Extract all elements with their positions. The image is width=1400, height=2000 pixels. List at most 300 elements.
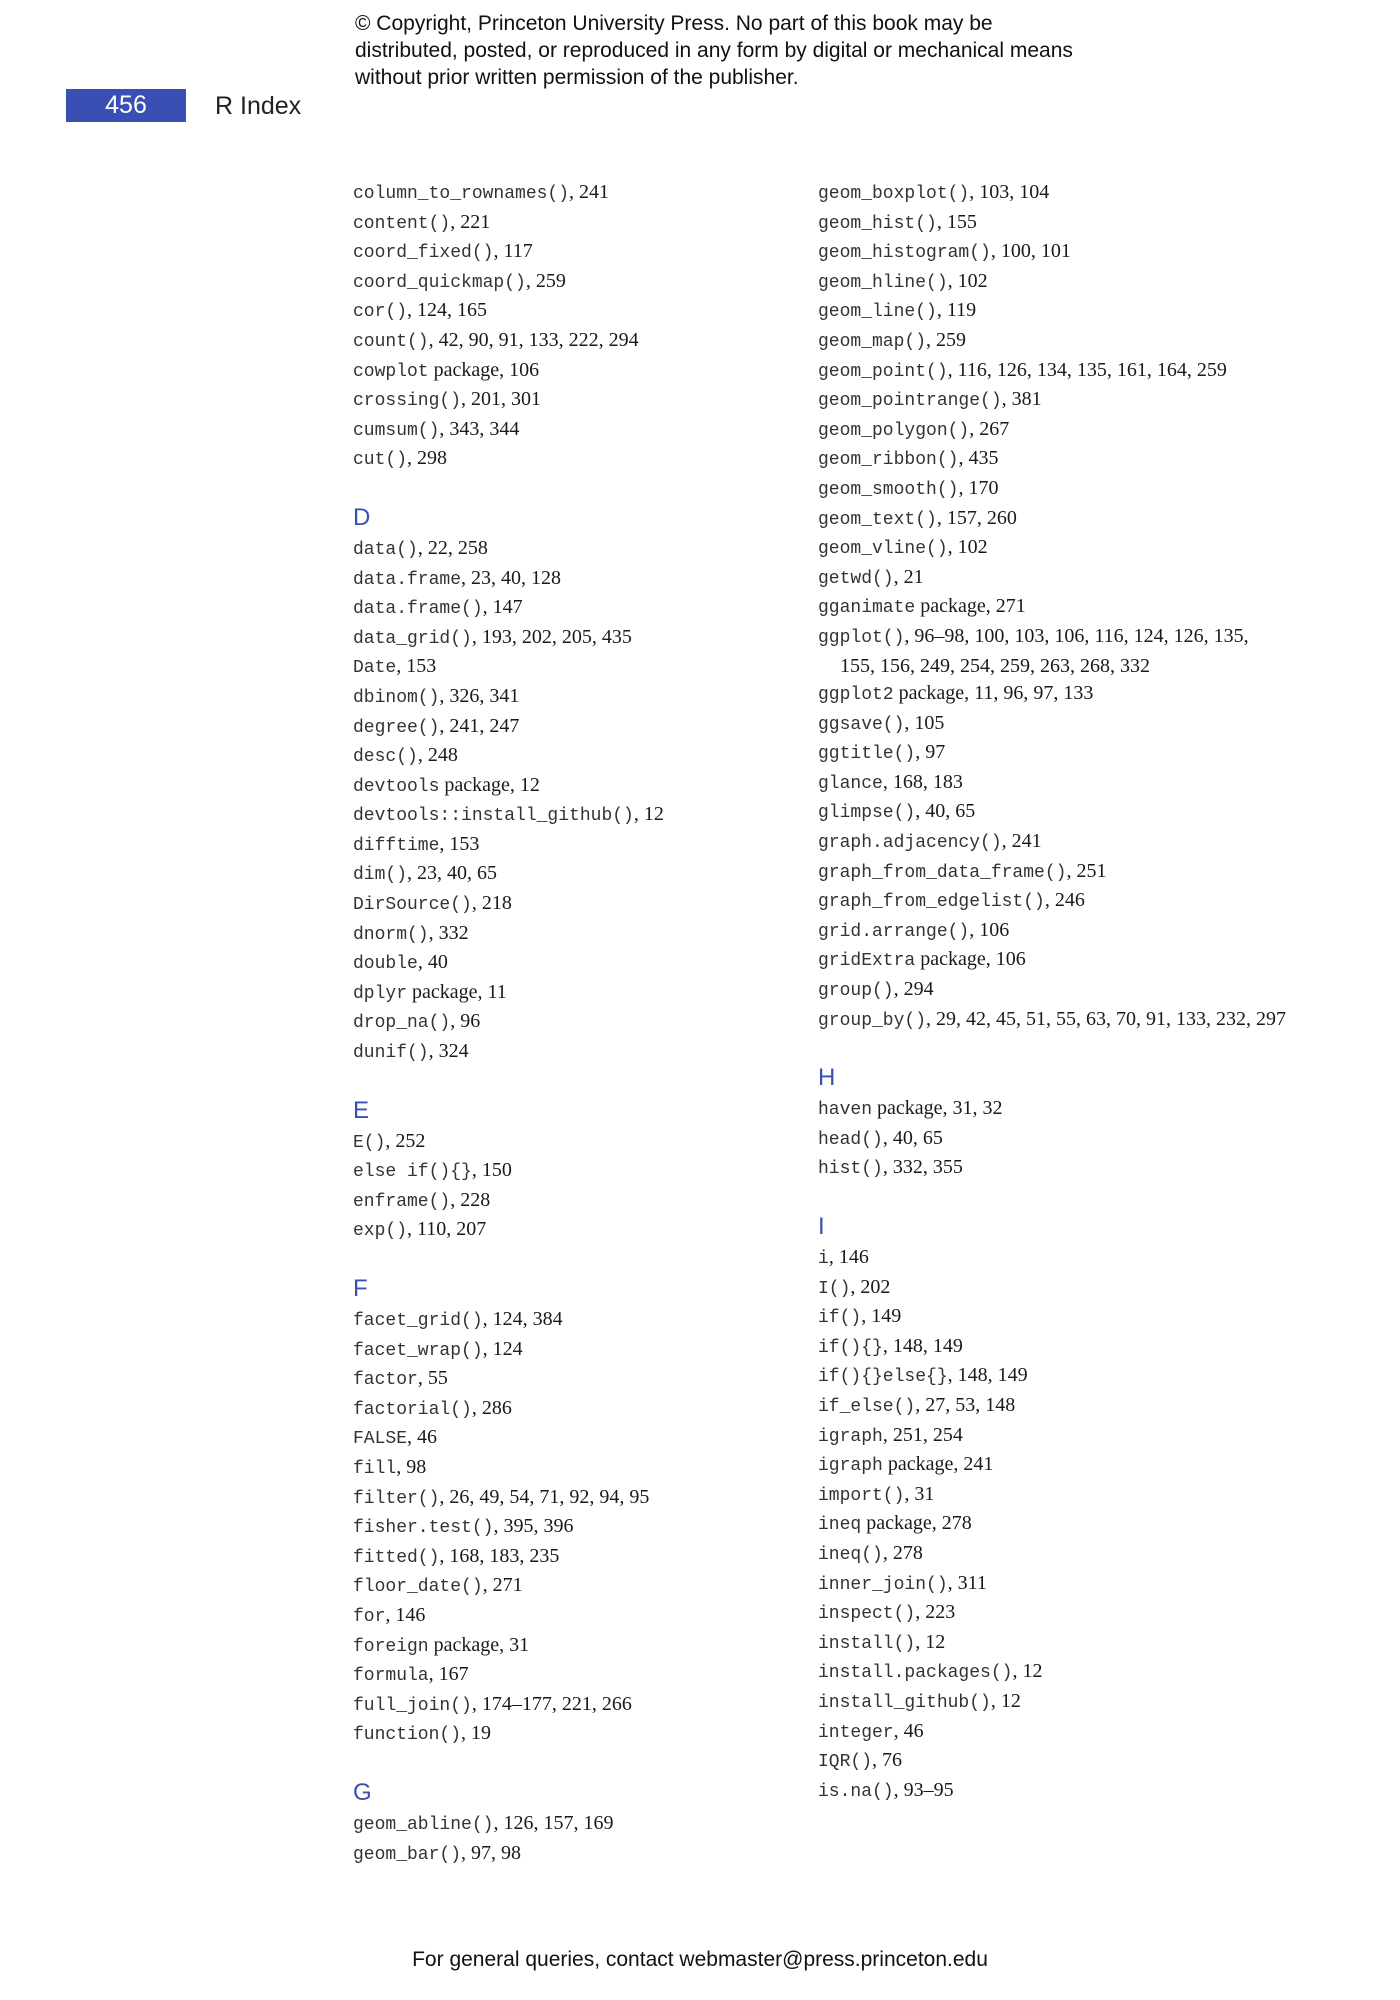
index-page-refs: , 271: [482, 1574, 523, 1597]
index-entry: [353, 1484, 813, 1514]
index-term: haven: [818, 1100, 873, 1121]
index-entry: [353, 327, 813, 357]
index-page-refs: , 435: [958, 447, 999, 470]
index-term: geom_smooth(): [818, 479, 959, 500]
index-section: [353, 503, 813, 1068]
index-entry: [818, 1718, 1288, 1748]
index-page-refs: , 150: [471, 1159, 512, 1182]
index-term: FALSE: [353, 1429, 408, 1450]
index-section: [353, 1096, 813, 1246]
index-page-refs: , 241: [1001, 830, 1042, 853]
index-entry: [818, 739, 1288, 769]
index-entry: [818, 1006, 1288, 1036]
index-page-refs: , 248: [417, 744, 458, 767]
index-entry: [353, 535, 813, 565]
index-page-refs: , 157, 260: [936, 506, 1017, 529]
index-term: floor_date(): [353, 1577, 483, 1598]
index-entry: [353, 1840, 813, 1870]
index-entry: [818, 887, 1288, 917]
index-term: geom_hist(): [818, 213, 937, 234]
index-page-refs: , 153: [396, 655, 437, 678]
index-entry: [353, 624, 813, 654]
index-page-refs: , 22, 258: [417, 536, 488, 559]
index-entry: [353, 357, 813, 387]
index-page-refs: , 278: [882, 1541, 923, 1564]
footer-contact: For general queries, contact webmaster@press.princeton.edu: [412, 1948, 988, 1971]
index-page-refs: , 294: [893, 978, 934, 1001]
index-page-refs: , 202: [850, 1275, 891, 1298]
index-page-refs: , 381: [1001, 388, 1042, 411]
index-term: i: [818, 1249, 829, 1269]
index-term: fitted(): [353, 1547, 440, 1568]
index-term: dim(): [353, 865, 408, 886]
index-entry: [353, 594, 813, 624]
index-term: coord_fixed(): [353, 243, 494, 264]
index-term: cor(): [353, 302, 408, 323]
index-section: [353, 1274, 813, 1750]
running-head: R Index: [215, 92, 302, 120]
index-entry: [353, 1365, 813, 1395]
index-page-refs: , 124: [482, 1337, 523, 1360]
index-entry: [818, 1599, 1288, 1629]
index-term: if(){}: [818, 1337, 883, 1358]
index-entry: [818, 1392, 1288, 1422]
index-page-refs: , 26, 49, 54, 71, 92, 94, 95: [439, 1485, 650, 1508]
index-term: integer: [818, 1722, 894, 1743]
index-page-refs: , 21: [893, 565, 924, 588]
index-term: ggtitle(): [818, 744, 916, 765]
index-page-refs: , 252: [385, 1129, 426, 1152]
index-entry: [818, 475, 1288, 505]
index-page-refs: , 168, 183, 235: [439, 1544, 560, 1567]
index-term: IQR(): [818, 1752, 873, 1773]
index-section: [818, 1063, 1288, 1184]
index-entry: [353, 1691, 813, 1721]
index-term: graph_from_data_frame(): [818, 862, 1067, 883]
index-entry: [818, 710, 1288, 740]
index-page-refs: , 110, 207: [407, 1218, 487, 1241]
index-term: hist(): [818, 1159, 883, 1180]
index-entry: [353, 1513, 813, 1543]
index-term: if(){}else{}: [818, 1367, 948, 1388]
index-page-refs: , 153: [439, 832, 480, 855]
index-term: graph_from_edgelist(): [818, 892, 1045, 913]
index-entry: [818, 357, 1288, 387]
index-term: cumsum(): [353, 420, 440, 441]
index-entry: [818, 1333, 1288, 1363]
index-entry: [818, 386, 1288, 416]
index-page-refs: , 147: [482, 596, 523, 619]
index-section: [818, 179, 1288, 1035]
index-entry: [818, 1658, 1288, 1688]
index-term: data.frame: [353, 569, 462, 590]
index-page-refs: , 124, 384: [482, 1308, 563, 1330]
index-page-refs: , 23, 40, 128: [461, 566, 562, 589]
index-page-refs: , 259: [525, 269, 566, 292]
index-entry: [818, 1154, 1288, 1184]
index-term: install(): [818, 1633, 916, 1654]
index-term: for: [353, 1606, 386, 1627]
index-page-refs: , 23, 40, 65: [407, 862, 498, 885]
index-entry: [353, 1602, 813, 1632]
index-section: [353, 1778, 813, 1869]
index-page-refs: , 40, 65: [915, 800, 976, 823]
index-page-refs: , 19: [461, 1722, 492, 1745]
index-entry: [818, 297, 1288, 327]
index-term: glance: [818, 773, 883, 794]
index-entry: [353, 772, 813, 802]
index-term: ggsave(): [818, 714, 905, 735]
index-term: factorial(): [353, 1399, 472, 1420]
index-term: facet_grid(): [353, 1311, 483, 1331]
index-term: geom_bar(): [353, 1844, 462, 1865]
index-term: igraph: [818, 1456, 883, 1477]
index-page-refs: , 167: [428, 1663, 469, 1686]
index-entry: [818, 593, 1288, 623]
index-term: if_else(): [818, 1396, 916, 1417]
index-entry: [818, 534, 1288, 564]
index-page-refs: , 97: [915, 741, 946, 764]
index-entry: [353, 1454, 813, 1484]
index-page-refs: package, 278: [861, 1512, 972, 1535]
index-page-refs: , 126, 157, 169: [493, 1811, 614, 1834]
index-page-refs: , 251, 254: [882, 1423, 963, 1446]
index-term: igraph: [818, 1426, 883, 1447]
page-number: 456: [66, 89, 186, 122]
index-page-refs: , 146: [828, 1246, 869, 1268]
index-page-refs: package, 12: [439, 773, 540, 796]
index-term: geom_polygon(): [818, 420, 970, 441]
index-page-refs: , 27, 53, 148: [915, 1393, 1016, 1416]
index-page-refs: , 246: [1044, 889, 1085, 912]
index-page-refs: , 241: [569, 181, 610, 203]
index-entry: [818, 327, 1288, 357]
index-page-refs: , 223: [915, 1601, 956, 1624]
index-term: glimpse(): [818, 803, 916, 824]
index-column-left: [353, 179, 813, 1897]
index-entry: [353, 1336, 813, 1366]
index-page-refs: , 168, 183: [882, 770, 963, 793]
index-entry: [353, 1543, 813, 1573]
index-term: facet_wrap(): [353, 1340, 483, 1361]
index-section: [818, 1212, 1288, 1806]
index-entry: [353, 1720, 813, 1750]
index-entry: [353, 1661, 813, 1691]
index-term: double: [353, 954, 418, 975]
index-term: E(): [353, 1132, 386, 1153]
index-page-refs: , 241, 247: [439, 714, 520, 737]
index-page-refs: , 106: [969, 918, 1010, 941]
index-page-refs: , 40, 65: [882, 1126, 943, 1149]
index-entry: [818, 1303, 1288, 1333]
index-entry: [353, 1157, 813, 1187]
index-page-refs: package, 11: [407, 980, 507, 1003]
index-page-refs: , 259: [926, 328, 967, 351]
index-term: column_to_rownames(): [353, 184, 570, 204]
index-entry: [353, 920, 813, 950]
index-term: geom_abline(): [353, 1814, 494, 1835]
index-page-refs: , 193, 202, 205, 435: [471, 625, 632, 648]
index-page-refs: package, 31: [428, 1633, 530, 1656]
index-term: import(): [818, 1485, 905, 1506]
index-entry: [818, 1747, 1288, 1777]
index-page-refs: , 343, 344: [439, 417, 520, 440]
index-page-refs: package, 271: [915, 595, 1026, 618]
index-page-refs: , 124, 165: [407, 299, 488, 322]
index-entry: [818, 798, 1288, 828]
index-page-refs: , 148, 149: [882, 1334, 963, 1357]
index-term: full_join(): [353, 1695, 472, 1716]
index-entry: [353, 1572, 813, 1602]
index-term: graph.adjacency(): [818, 833, 1002, 854]
index-term: degree(): [353, 717, 440, 738]
index-entry: [353, 209, 813, 239]
index-term: dunif(): [353, 1043, 429, 1064]
index-entry: [353, 238, 813, 268]
index-term: head(): [818, 1129, 883, 1150]
index-entry: [353, 445, 813, 475]
index-term: foreign: [353, 1636, 429, 1657]
index-page-refs: , 42, 90, 91, 133, 222, 294: [428, 328, 639, 351]
index-term: ineq(): [818, 1544, 883, 1565]
index-entry: [353, 1395, 813, 1425]
index-term: getwd(): [818, 568, 894, 589]
index-page-refs: , 326, 341: [439, 684, 520, 707]
index-entry: [818, 1451, 1288, 1481]
index-page-refs: package, 31, 32: [872, 1097, 1003, 1120]
index-page-refs: package, 106: [915, 948, 1026, 971]
index-page-refs: , 102: [947, 536, 988, 559]
index-page-refs: , 103, 104: [969, 181, 1050, 203]
index-page-refs: , 55: [417, 1367, 448, 1390]
index-page-refs: , 31: [904, 1482, 935, 1505]
index-entry: [353, 1306, 813, 1336]
index-entry: [818, 209, 1288, 239]
index-entry: [353, 416, 813, 446]
index-page-refs: , 311: [947, 1571, 987, 1594]
index-entry: [353, 742, 813, 772]
index-term: else if(){}: [353, 1162, 472, 1183]
index-term: fisher.test(): [353, 1518, 494, 1539]
index-page-refs: , 93–95: [893, 1778, 954, 1801]
index-term: enframe(): [353, 1191, 451, 1212]
index-entry: [818, 1510, 1288, 1540]
index-term: dplyr: [353, 983, 408, 1004]
index-term: function(): [353, 1725, 462, 1746]
index-page-refs: , 105: [904, 711, 945, 734]
index-term: geom_line(): [818, 302, 937, 323]
index-term: DirSource(): [353, 895, 472, 916]
index-page-refs: , 146: [385, 1603, 426, 1626]
index-entry: [818, 1629, 1288, 1659]
index-term: cut(): [353, 450, 408, 471]
index-page-refs: , 96: [450, 1010, 481, 1033]
index-term: group_by(): [818, 1010, 927, 1031]
index-term: devtools: [353, 776, 440, 797]
index-entry: [353, 1008, 813, 1038]
index-page-refs: , 218: [471, 892, 512, 915]
section-letter-heading: G: [353, 1778, 372, 1806]
index-page-refs: , 228: [450, 1188, 491, 1211]
index-entry: [818, 505, 1288, 535]
index-entry: [818, 976, 1288, 1006]
index-page-refs: , 98: [396, 1455, 427, 1478]
index-page-refs: , 395, 396: [493, 1515, 574, 1538]
index-term: I(): [818, 1278, 851, 1299]
index-entry: [818, 268, 1288, 298]
index-page-refs: , 286: [471, 1396, 512, 1419]
index-term: inspect(): [818, 1604, 916, 1625]
index-entry: [353, 653, 813, 683]
index-term: devtools::install_github(): [353, 806, 634, 827]
index-term: coord_quickmap(): [353, 272, 526, 293]
section-letter-heading: E: [353, 1096, 370, 1124]
index-entry: [818, 623, 1288, 680]
index-term: geom_text(): [818, 509, 937, 530]
index-entry: [818, 1688, 1288, 1718]
index-term: geom_pointrange(): [818, 391, 1002, 412]
index-page-refs: , 149: [861, 1305, 902, 1328]
index-entry: [818, 917, 1288, 947]
index-entry: [818, 1274, 1288, 1304]
index-term: cowplot: [353, 361, 429, 382]
index-term: is.na(): [818, 1781, 894, 1802]
index-page-refs: , 148, 149: [947, 1364, 1028, 1387]
index-term: crossing(): [353, 391, 462, 412]
index-term: drop_na(): [353, 1013, 451, 1034]
index-entry: [818, 238, 1288, 268]
index-entry: [353, 860, 813, 890]
copyright-notice: © Copyright, Princeton University Press. No part of this book may be distributed, posted, or reproduced in any form by digital or mechanical means without prior written permission of the publisher.: [355, 12, 1073, 89]
index-page-refs: , 46: [407, 1426, 438, 1449]
index-column-right: [818, 179, 1288, 1834]
index-page-refs: , 298: [407, 447, 448, 470]
index-page-refs: , 96–98, 100, 103, 106, 116, 124, 126, 135, 155, 156, 249, 254, 259, 263, 268, 332: [840, 624, 1249, 677]
index-entry: [818, 1540, 1288, 1570]
index-term: count(): [353, 331, 429, 352]
index-page-refs: , 12: [633, 803, 664, 826]
index-term: group(): [818, 981, 894, 1002]
index-term: inner_join(): [818, 1574, 948, 1595]
section-letter-heading: F: [353, 1275, 368, 1302]
index-entry: [353, 713, 813, 743]
index-page-refs: , 12: [990, 1689, 1021, 1712]
index-term: desc(): [353, 747, 418, 768]
index-term: geom_point(): [818, 361, 948, 382]
index-page-refs: , 117: [493, 240, 533, 263]
index-term: data_grid(): [353, 628, 472, 649]
index-term: geom_ribbon(): [818, 450, 959, 471]
index-entry: [818, 1095, 1288, 1125]
index-entry: [818, 179, 1288, 209]
index-entry: [353, 801, 813, 831]
index-term: dnorm(): [353, 924, 429, 945]
index-entry: [818, 1570, 1288, 1600]
index-term: if(): [818, 1308, 862, 1329]
index-term: grid.arrange(): [818, 921, 970, 942]
index-entry: [818, 1481, 1288, 1511]
index-entry: [353, 1810, 813, 1840]
index-entry: [818, 680, 1288, 710]
index-entry: [353, 1216, 813, 1246]
index-page-refs: , 102: [947, 269, 988, 292]
index-entry: [818, 858, 1288, 888]
index-page-refs: , 332: [428, 921, 469, 944]
index-term: ggplot(): [818, 627, 905, 648]
index-term: factor: [353, 1370, 418, 1391]
index-entry: [353, 386, 813, 416]
index-entry: [353, 683, 813, 713]
index-entry: [818, 1244, 1288, 1274]
index-term: ggplot2: [818, 685, 894, 706]
index-page-refs: package, 241: [882, 1453, 994, 1476]
index-page-refs: , 201, 301: [461, 388, 542, 411]
index-page-refs: , 29, 42, 45, 51, 55, 63, 70, 91, 133, 232, 297: [926, 1007, 1287, 1030]
index-term: content(): [353, 213, 451, 234]
index-term: geom_vline(): [818, 539, 948, 560]
index-page-refs: , 267: [969, 417, 1010, 440]
index-term: exp(): [353, 1221, 408, 1242]
index-entry: [818, 564, 1288, 594]
index-entry: [353, 890, 813, 920]
index-entry: [818, 946, 1288, 976]
index-term: data.frame(): [353, 599, 483, 620]
index-page-refs: , 170: [958, 476, 999, 499]
index-entry: [818, 1422, 1288, 1452]
index-entry: [353, 949, 813, 979]
index-page-refs: , 100, 101: [990, 240, 1071, 263]
index-entry: [353, 1424, 813, 1454]
index-entry: [353, 1187, 813, 1217]
index-entry: [353, 297, 813, 327]
index-entry: [818, 445, 1288, 475]
index-term: Date: [353, 658, 397, 679]
index-page-refs: , 40: [417, 951, 448, 974]
index-term: geom_map(): [818, 331, 927, 352]
index-entry: [353, 1038, 813, 1068]
section-letter-heading: I: [818, 1213, 825, 1240]
index-entry: [818, 1125, 1288, 1155]
index-page-refs: , 46: [893, 1719, 924, 1742]
index-entry: [818, 1362, 1288, 1392]
index-entry: [818, 769, 1288, 799]
index-page-refs: , 116, 126, 134, 135, 161, 164, 259: [947, 358, 1227, 381]
index-page-refs: package, 11, 96, 97, 133: [893, 682, 1094, 705]
index-term: geom_boxplot(): [818, 184, 970, 204]
index-term: difftime: [353, 835, 440, 856]
index-page-refs: , 251: [1066, 859, 1107, 882]
index-entry: [818, 828, 1288, 858]
index-page-refs: , 12: [915, 1630, 946, 1653]
index-entry: [353, 1632, 813, 1662]
index-page-refs: , 12: [1012, 1660, 1043, 1683]
index-entry: [353, 831, 813, 861]
index-page-refs: , 97, 98: [461, 1841, 522, 1864]
index-term: install_github(): [818, 1692, 991, 1713]
index-section: [353, 179, 813, 475]
index-entry: [353, 268, 813, 298]
index-term: geom_hline(): [818, 272, 948, 293]
index-page-refs: , 174–177, 221, 266: [471, 1692, 632, 1715]
index-entry: [818, 1777, 1288, 1807]
index-page-refs: , 332, 355: [882, 1156, 963, 1179]
index-page-refs: , 221: [450, 210, 491, 233]
index-term: gganimate: [818, 598, 916, 619]
index-page-refs: , 76: [872, 1749, 903, 1772]
index-entry: [353, 179, 813, 209]
index-term: dbinom(): [353, 687, 440, 708]
index-page-refs: , 324: [428, 1040, 469, 1063]
